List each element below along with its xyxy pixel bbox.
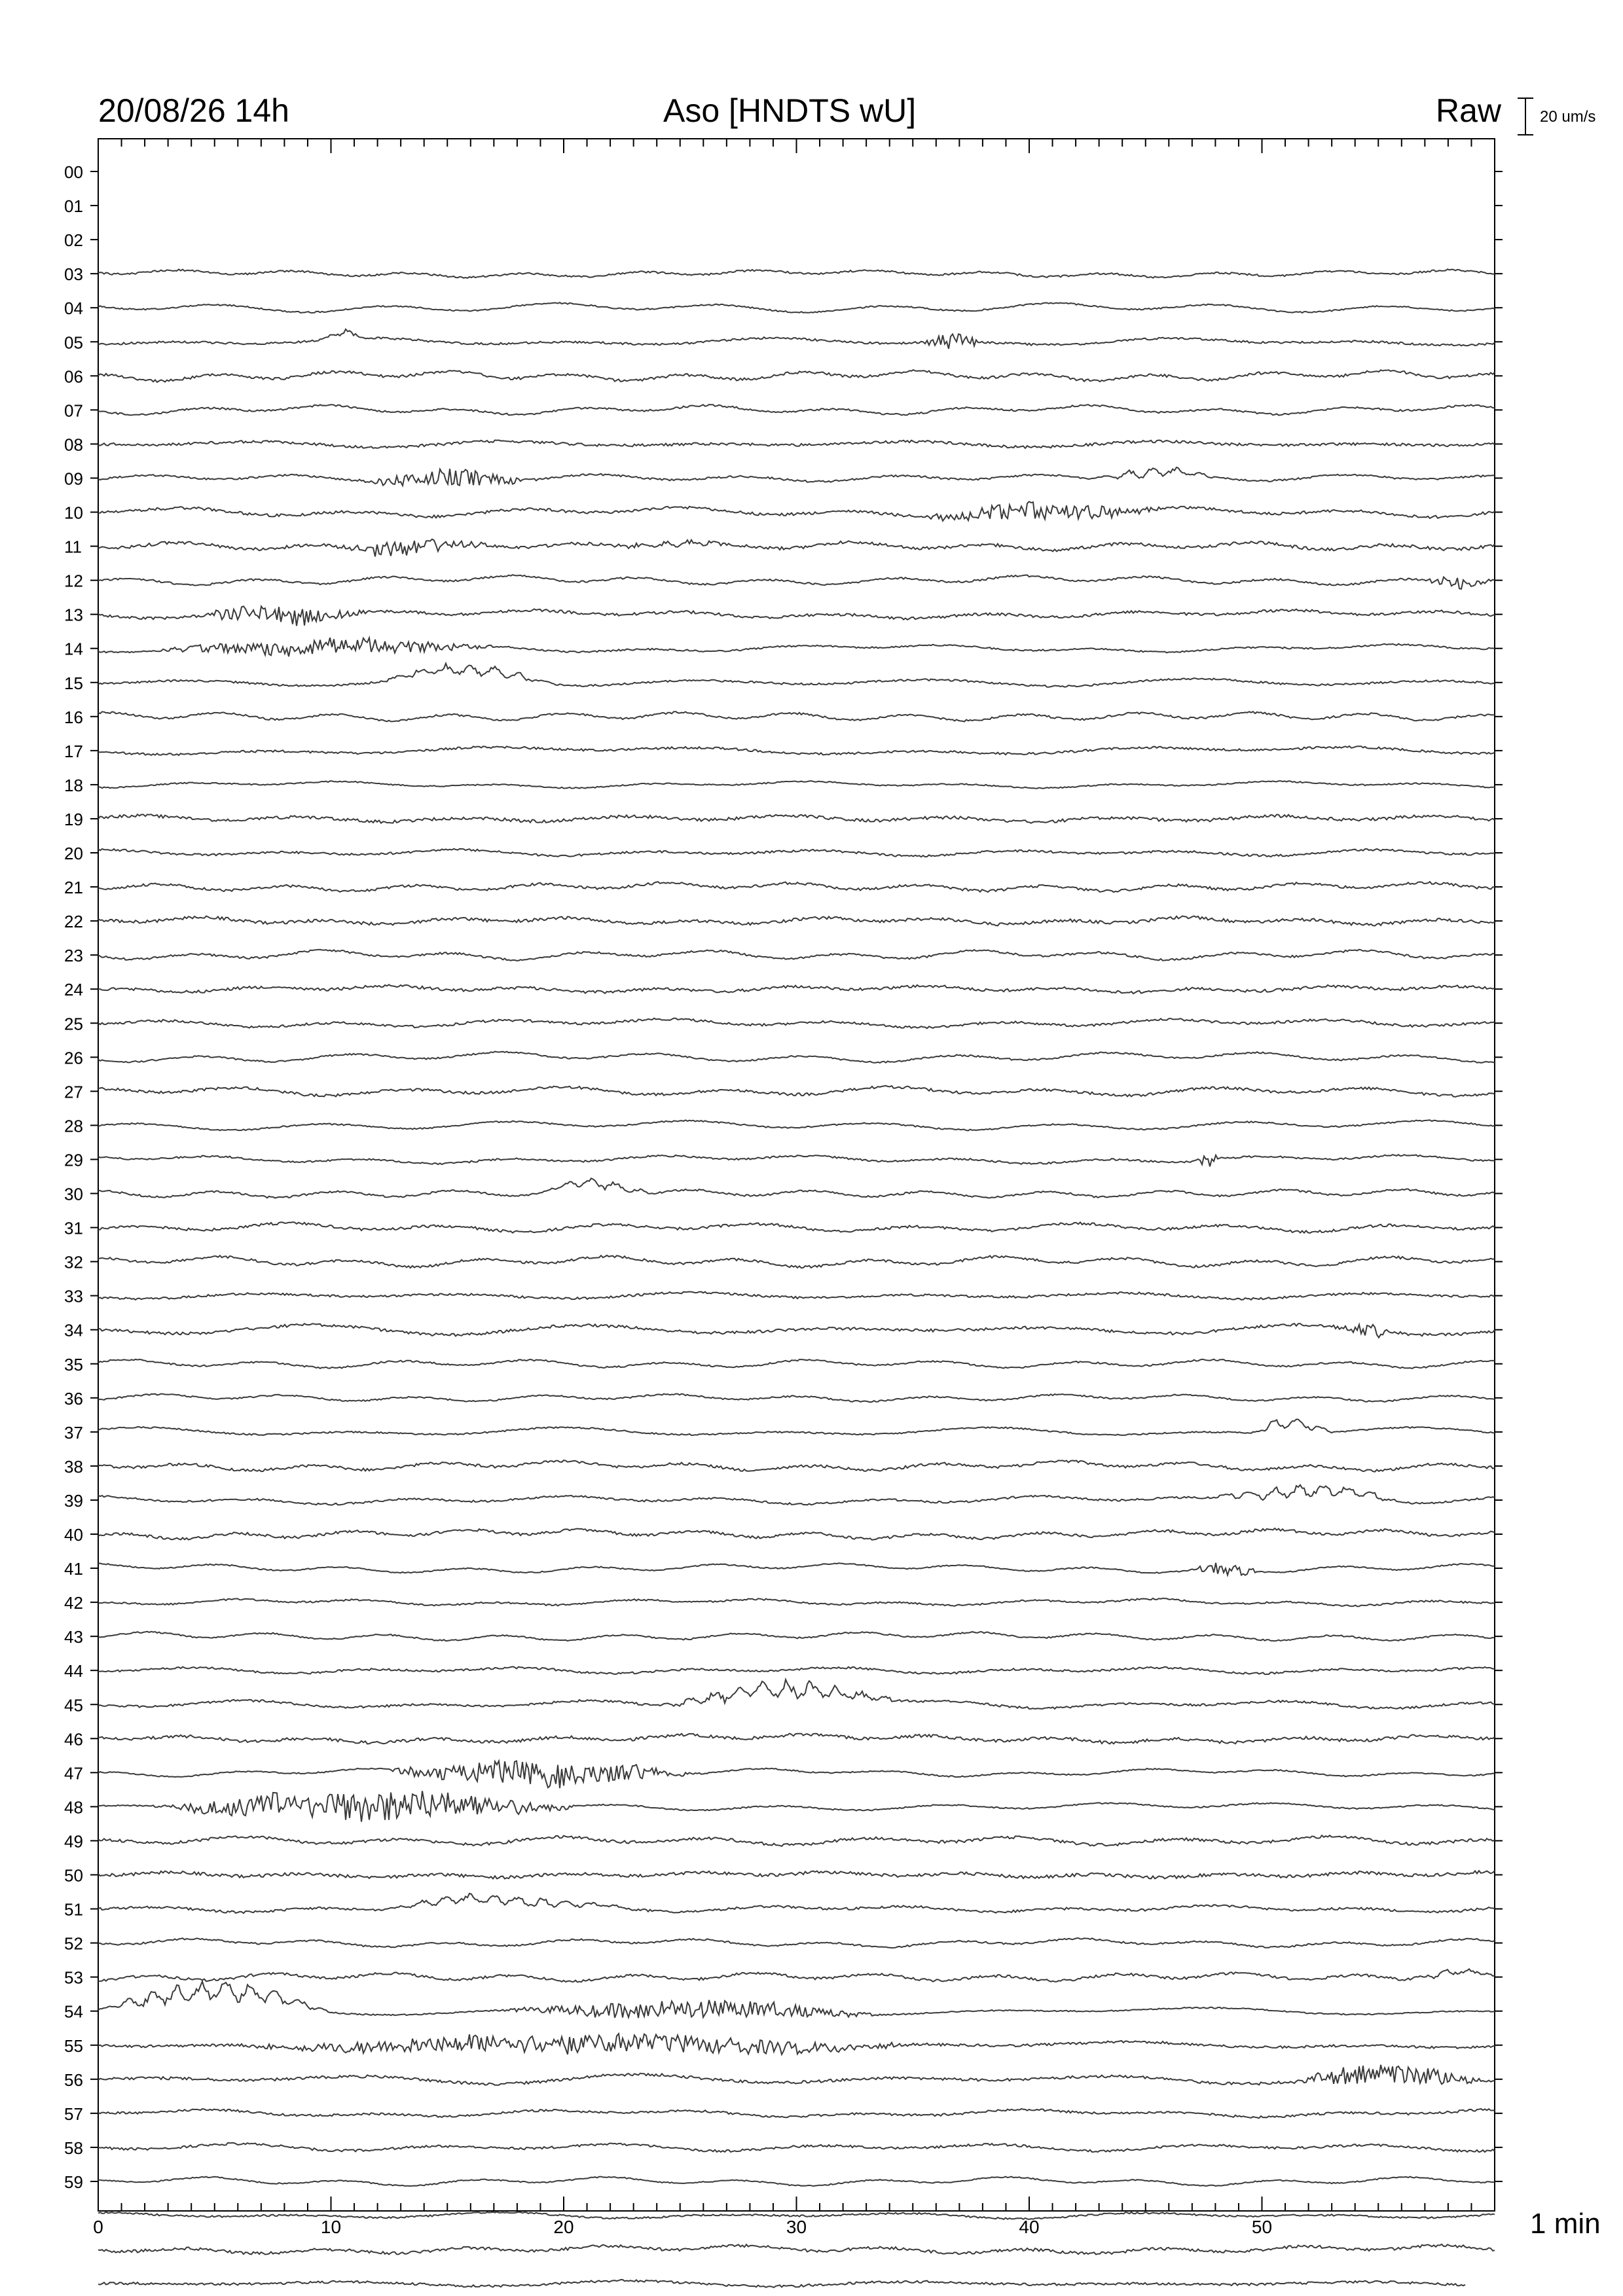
trace-line <box>98 1598 1495 1606</box>
row-label: 33 <box>64 1286 83 1306</box>
trace-line <box>98 1679 1495 1709</box>
row-label: 53 <box>64 1967 83 1988</box>
trace-line <box>98 1734 1495 1744</box>
x-tick-label: 10 <box>320 2217 342 2237</box>
row-label: 31 <box>64 1218 83 1238</box>
x-tick-label: 50 <box>1251 2217 1273 2237</box>
row-label: 10 <box>64 503 83 523</box>
row-label: 01 <box>64 196 83 217</box>
trace-line <box>98 637 1495 656</box>
row-label: 59 <box>64 2172 83 2192</box>
trace-line <box>98 984 1495 994</box>
row-label: 17 <box>64 741 83 761</box>
row-label: 18 <box>64 775 83 795</box>
trace-line <box>98 501 1495 520</box>
row-label: 46 <box>64 1729 83 1749</box>
row-label: 34 <box>64 1320 83 1340</box>
row-label: 56 <box>64 2070 83 2090</box>
station-title: Aso [HNDTS wU] <box>663 92 917 129</box>
trace-line <box>98 467 1495 486</box>
row-label: 06 <box>64 367 83 387</box>
date-hour-label: 20/08/26 14h <box>98 92 289 129</box>
row-label: 25 <box>64 1014 83 1034</box>
trace-line <box>98 1359 1495 1369</box>
row-label: 39 <box>64 1490 83 1511</box>
scale-label: 20 um/s <box>1540 108 1596 126</box>
row-label: 22 <box>64 912 83 932</box>
row-label: 30 <box>64 1184 83 1204</box>
row-label: 20 <box>64 844 83 863</box>
row-labels <box>64 162 1503 2192</box>
trace-line <box>98 370 1495 382</box>
trace-line <box>98 1394 1495 1403</box>
row-label: 29 <box>64 1150 83 1170</box>
row-label: 14 <box>64 639 83 659</box>
seismic-traces <box>98 269 1495 2287</box>
row-label: 23 <box>64 946 83 966</box>
row-label: 57 <box>64 2104 83 2124</box>
trace-line <box>98 539 1495 557</box>
trace-line <box>98 269 1495 278</box>
trace-line <box>98 711 1495 721</box>
trace-line <box>98 575 1495 589</box>
trace-line <box>98 2109 1495 2118</box>
trace-line <box>98 1018 1495 1029</box>
trace-line <box>98 1420 1495 1436</box>
trace-line <box>98 1155 1495 1166</box>
trace-line <box>98 1485 1495 1505</box>
trace-line <box>98 1255 1495 1268</box>
row-label: 50 <box>64 1865 83 1886</box>
trace-line <box>98 1632 1495 1641</box>
trace-line <box>98 1938 1495 1948</box>
trace-line <box>98 606 1495 626</box>
trace-line <box>98 1981 1495 2018</box>
trace-line <box>98 814 1495 823</box>
row-label: 42 <box>64 1593 83 1613</box>
row-label: 58 <box>64 2138 83 2158</box>
trace-line <box>98 2143 1495 2152</box>
trace-line <box>98 1222 1495 1233</box>
row-label: 04 <box>64 298 83 319</box>
row-label: 37 <box>64 1422 83 1443</box>
frame-rect <box>98 139 1495 2211</box>
x-unit-label: 1 min <box>1530 2208 1601 2240</box>
row-label: 49 <box>64 1831 83 1852</box>
row-label: 55 <box>64 2036 83 2056</box>
trace-line <box>98 1969 1495 1982</box>
row-label: 03 <box>64 264 83 285</box>
row-label: 16 <box>64 707 83 727</box>
trace-line <box>98 1120 1495 1130</box>
trace-line <box>98 1761 1495 1789</box>
row-label: 09 <box>64 469 83 489</box>
amplitude-scale-bar <box>1518 98 1596 135</box>
row-label: 28 <box>64 1116 83 1136</box>
row-label: 11 <box>64 537 82 557</box>
row-label: 54 <box>64 2001 83 2022</box>
trace-line <box>98 781 1495 789</box>
trace-line <box>98 2177 1495 2186</box>
trace-line <box>98 664 1495 687</box>
trace-line <box>98 404 1495 415</box>
trace-line <box>98 1460 1495 1472</box>
trace-line <box>98 440 1495 448</box>
row-label: 27 <box>64 1082 83 1102</box>
row-label: 13 <box>64 605 83 625</box>
trace-line <box>98 950 1495 961</box>
mode-label: Raw <box>1436 92 1502 129</box>
x-tick-label: 40 <box>1019 2217 1040 2237</box>
row-label: 51 <box>64 1899 83 1920</box>
row-label: 02 <box>64 230 83 251</box>
trace-line <box>98 849 1495 857</box>
trace-line <box>98 2244 1495 2255</box>
trace-line <box>98 1871 1495 1878</box>
plot-frame <box>98 139 1495 2211</box>
row-label: 07 <box>64 401 83 421</box>
row-label: 41 <box>64 1559 83 1579</box>
trace-line <box>98 2065 1495 2085</box>
trace-line <box>98 882 1495 892</box>
row-label: 35 <box>64 1354 83 1374</box>
trace-line <box>98 1666 1495 1674</box>
trace-line <box>98 1528 1495 1540</box>
trace-line <box>98 1563 1495 1575</box>
x-tick-label: 30 <box>786 2217 807 2237</box>
trace-line <box>98 2034 1495 2054</box>
trace-line <box>98 302 1495 313</box>
trace-line <box>98 329 1495 349</box>
row-label: 32 <box>64 1252 83 1272</box>
row-label: 38 <box>64 1456 83 1477</box>
row-label: 52 <box>64 1933 83 1954</box>
trace-line <box>98 1323 1495 1338</box>
row-label: 24 <box>64 980 83 1000</box>
row-label: 15 <box>64 673 83 693</box>
x-tick-label: 0 <box>93 2217 103 2237</box>
row-label: 44 <box>64 1661 83 1681</box>
trace-line <box>98 1893 1495 1913</box>
trace-line <box>98 1835 1495 1846</box>
row-label: 26 <box>64 1048 83 1068</box>
trace-line <box>98 1086 1495 1097</box>
row-label: 47 <box>64 1763 83 1784</box>
row-label: 48 <box>64 1797 83 1818</box>
x-tick-label: 20 <box>553 2217 574 2237</box>
trace-line <box>98 1178 1495 1198</box>
x-axis <box>93 2208 1600 2240</box>
row-label: 05 <box>64 332 83 353</box>
row-label: 00 <box>64 162 83 182</box>
trace-line <box>98 916 1495 926</box>
trace-line <box>98 1791 1495 1821</box>
minute-ticks <box>98 139 1495 2211</box>
row-label: 40 <box>64 1525 83 1545</box>
row-label: 45 <box>64 1695 83 1715</box>
row-label: 19 <box>64 809 83 829</box>
row-label: 08 <box>64 435 83 455</box>
row-label: 43 <box>64 1627 83 1647</box>
trace-line <box>98 1052 1495 1063</box>
row-label: 12 <box>64 571 83 591</box>
trace-line <box>98 1292 1495 1300</box>
trace-line <box>98 746 1495 755</box>
row-label: 21 <box>64 878 83 898</box>
trace-line <box>98 2280 1465 2287</box>
row-label: 36 <box>64 1388 83 1408</box>
